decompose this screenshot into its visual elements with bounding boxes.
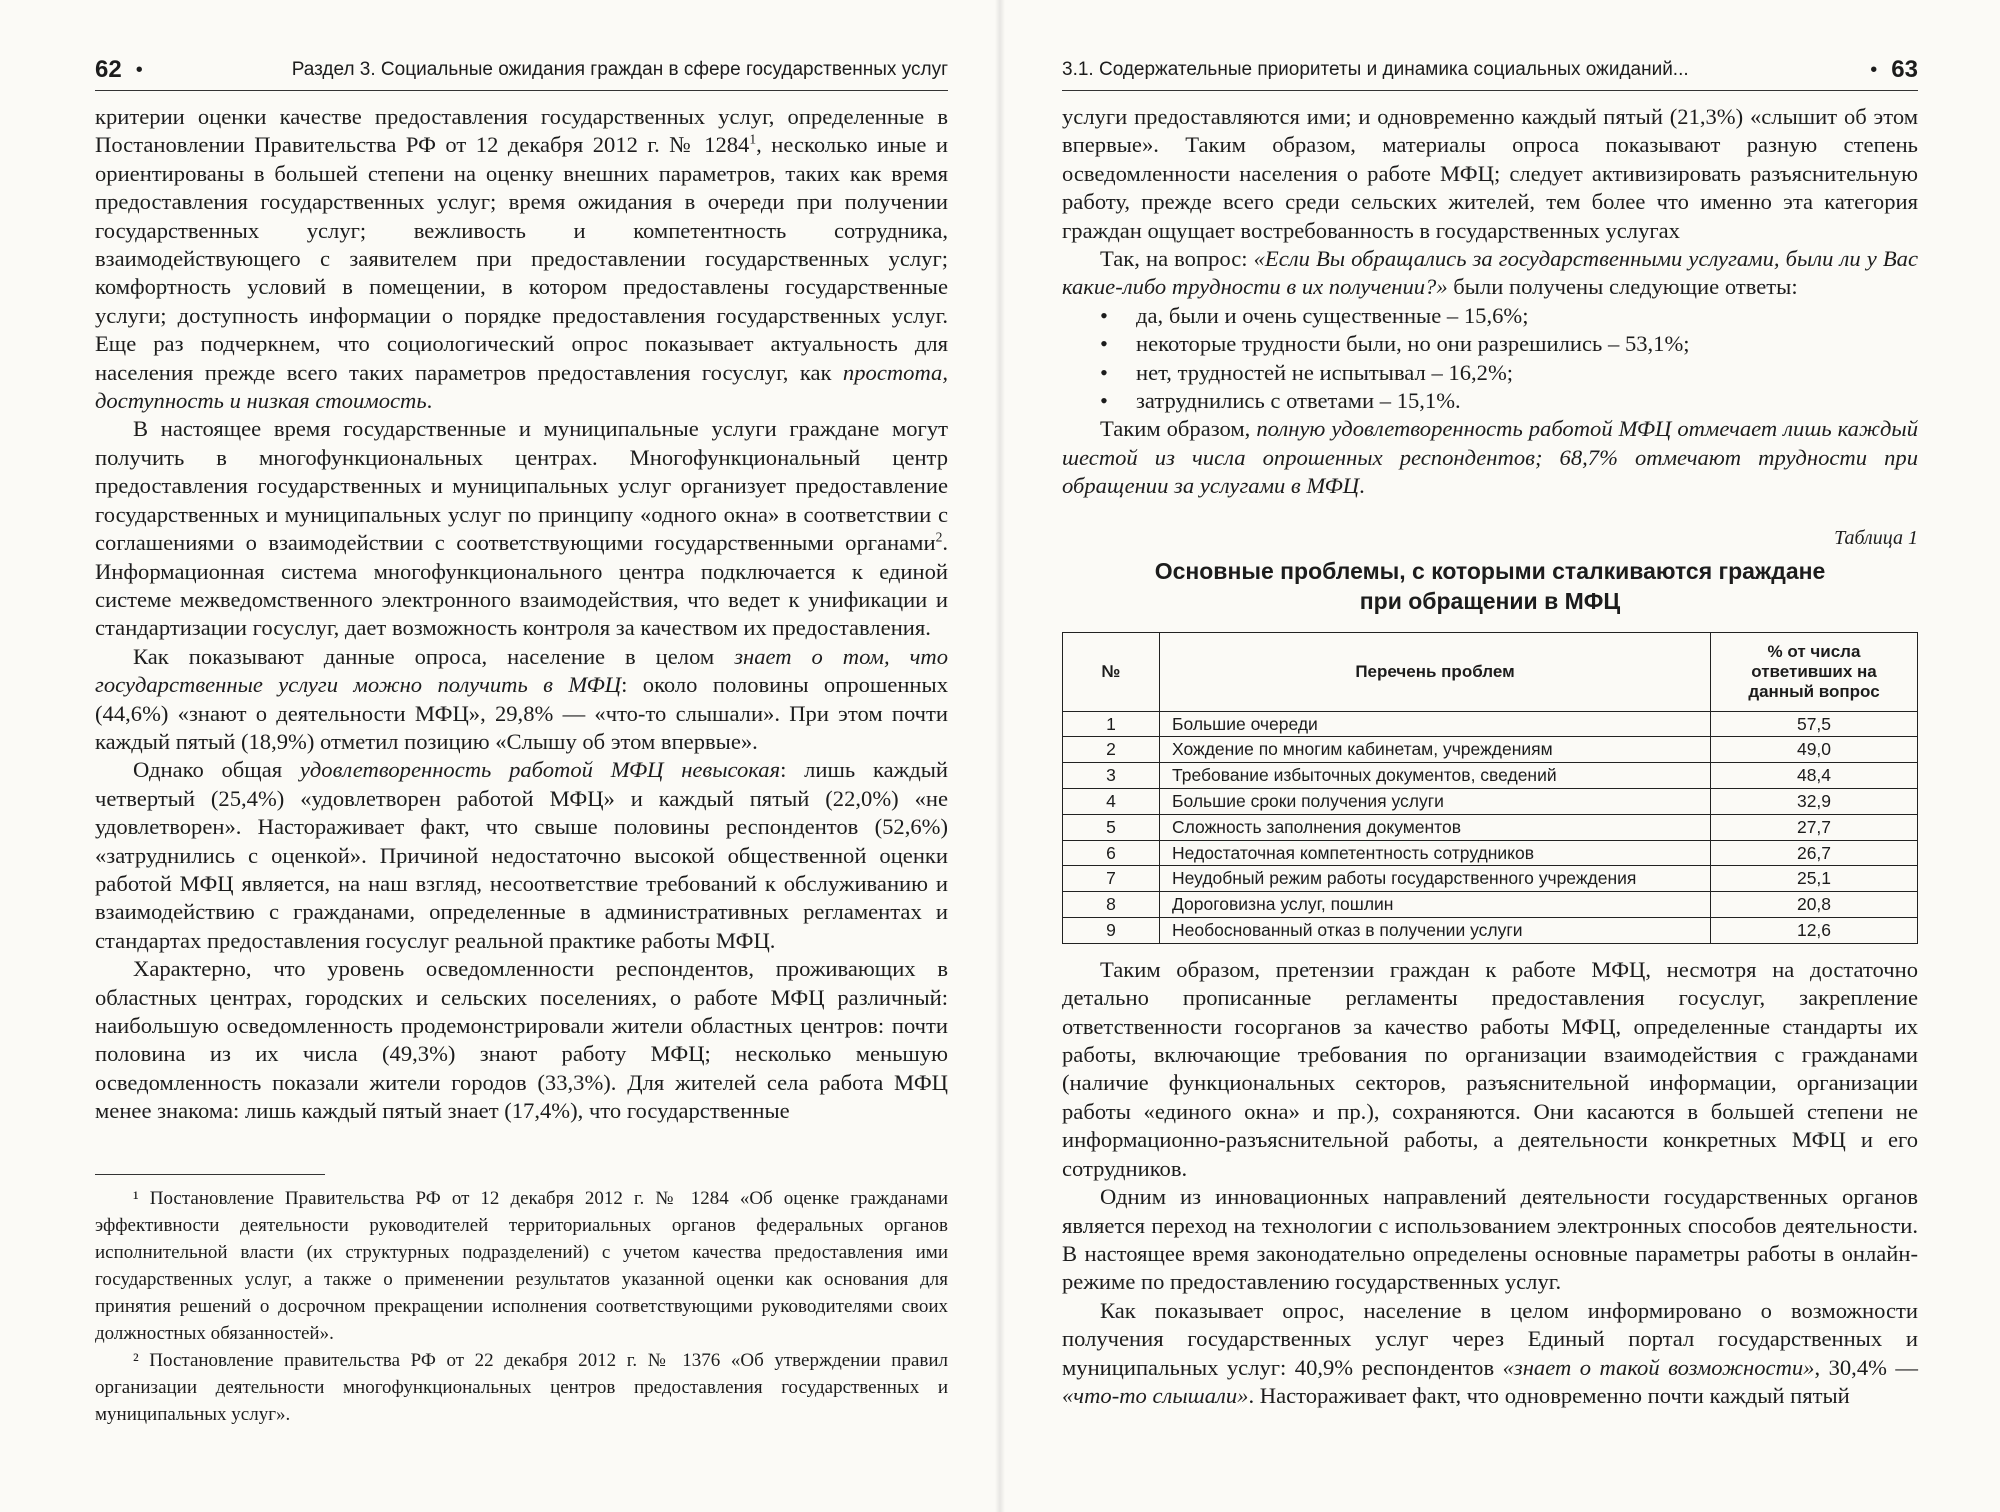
paragraph [95,955,948,1125]
paragraph [1062,1297,1918,1411]
footnote-ref: 2 [935,529,943,545]
table-row [1063,711,1918,737]
text-run: «что-то слышали» [1062,1382,1249,1408]
table-cell-name: Большие сроки получения услуги [1160,789,1711,815]
running-head-left [95,56,948,91]
footnote-1: ¹ Постановление Правительства РФ от 12 декабря 2012 г. № 1284 «Об оценке гражданами эффективности деятельности руководителей территориальных органов федеральных органов исполнительной власти (их структурных подразделений) с учетом качества предоставления ими государственных услуг, а также о применении результатов указанной оценки как основания для принятия решений о досрочном прекращении исполнения соответствующими руководителями своих должностных обязанностей». [95,1187,948,1344]
page-number-right: 63 [1891,56,1918,83]
footnote-ref: 1 [749,131,757,147]
text-run: «знает о такой возможности» [1502,1354,1815,1380]
text-run: , 30,4% — [1814,1354,1918,1380]
table-caption: Таблица 1 [1834,526,1918,549]
table-header-row [1063,632,1918,711]
footnote-rule [95,1174,325,1175]
table-title [1062,556,1918,616]
table-cell-value: 12,6 [1711,918,1918,944]
paragraph [95,756,948,955]
table-row [1063,918,1918,944]
table-row [1063,737,1918,763]
text-run: : лишь каждый четвертый (25,4%) «удовлетворен работой МФЦ» и каждый пятый (22,0%) «не удовлетворен». Настораживает факт, что свыше половины респондентов (52,6%) «затруднились с оценкой». Причиной недостаточно высокой общественной оценки работой МФЦ является, на наш взгляд, несоответствие требований к обслуживанию и взаимодействию с гражданами, определенные в административных регламентах и стандартах предоставления госуслуг реальной практике работы МФЦ. [95,757,949,953]
text-run: удовлетворенность работой МФЦ невысокая [299,757,781,783]
text-run: простота, доступность и низкая стоимость [95,359,948,414]
table-row [1063,814,1918,840]
table-title-line-2: при обращении в МФЦ [1359,587,1621,614]
list-item: • затруднились с ответами – 15,1%. [1100,387,1918,415]
table-cell-num: 7 [1063,866,1160,892]
text-run: , несколько иные и ориентированы в большей степени на оценку внешних параметров, таких как время предоставления государственных услуг; время ожидания в очереди при получении государственных услуг; вежливость и компетентность сотрудника, взаимодействующего с заявителем при предоставлении государственных услуг; комфортность условий в помещении, в котором предоставлены государственные услуги; доступность информации о порядке предоставления государственных услуг. Еще раз подчеркнем, что социологический опрос показывает актуальность для населения прежде всего таких параметров предоставления госуслуг, как [95,132,948,385]
text-run: критерии оценки качестве предоставления государственных услуг, определенные в Постановлении Правительства РФ от 12 декабря 2012 г. № 1284 [95,104,948,158]
table-row [1063,840,1918,866]
table-cell-name: Требование избыточных документов, сведений [1160,763,1711,789]
text-run: Как показывает опрос, население в целом информировано о возможности получения государственных услуг через Единый портал государственных и муниципальных услуг: 40,9% респондентов [1062,1297,1918,1380]
list-item: • нет, трудностей не испытывал – 16,2%; [1100,359,1918,387]
table-cell-name: Большие очереди [1160,711,1711,737]
table-cell-value: 27,7 [1711,814,1918,840]
text-run: «Если Вы обращались за государственными услугами, были ли у Вас какие-либо трудности в их получении?» [1062,246,1918,300]
table-cell-name: Дороговизна услуг, пошлин [1160,892,1711,918]
page-number-left: 62 [95,56,122,83]
text-run: . Информационная система многофункционального центра подключается к единой системе межведомственного электронного взаимодействия, что ведет к унификации и стандартизации госуслуг, дает возможность контроля за качеством их предоставления. [95,530,948,641]
footnotes [95,1185,948,1428]
table-title-line-1: Основные проблемы, с которыми сталкиваются граждане [1154,557,1826,584]
text-run: были получены следующие ответы: [1447,274,1798,300]
paragraph [1062,956,1918,1183]
running-head-right [1062,56,1918,91]
right-body-text-summary [1062,415,1918,500]
text-run: Одним из инновационных направлений деятельности государственных органов является переход на технологии с использованием электронных способов деятельности. В настоящее время законодательно определены основные параметры работы в онлайн-режиме по предоставлению государственных услуг. [1062,1184,1918,1295]
table-cell-name: Хождение по многим кабинетам, учреждениям [1160,737,1711,763]
answers-list [1062,302,1918,416]
table-cell-value: 32,9 [1711,789,1918,815]
header-pct: % от числа ответивших на данный вопрос [1711,632,1918,711]
table-cell-num: 4 [1063,789,1160,815]
text-run: Как показывают данные опроса, население в целом [133,643,735,669]
header-name: Перечень проблем [1160,632,1711,711]
text-run: Однако общая [133,757,300,783]
table-cell-value: 20,8 [1711,892,1918,918]
table-cell-value: 26,7 [1711,840,1918,866]
paragraph [1062,103,1918,245]
text-run: знает о том, что государственные услуги можно получить в МФЦ [95,643,948,698]
text-run: Характерно, что уровень осведомленности респондентов, проживающих в областных центрах, городских и сельских поселениях, о работе МФЦ различный: наибольшую осведомленность продемонстрировали жители областных центров: почти половина из их числа (49,3%) знают работу МФЦ; несколько меньшую осведомленность показали жители городов (33,3%). Для жителей села работа МФЦ менее знакома: лишь каждый пятый знает (17,4%), что государственные [95,956,948,1124]
paragraph [1062,245,1918,302]
table-cell-num: 2 [1063,737,1160,763]
table-row [1063,763,1918,789]
table-row [1063,789,1918,815]
table-cell-num: 5 [1063,814,1160,840]
list-item: • да, были и очень существенные – 15,6%; [1100,302,1918,330]
text-run: Так, на вопрос: [1100,246,1254,272]
text-run: Таким образом, претензии граждан к работе МФЦ, несмотря на достаточно детально прописанные регламенты предоставления госуслуг, закрепление ответственности госорганов за качество работы МФЦ, определенные стандарты их работы, включающие требования по организации взаимодействия с гражданами (наличие функциональных секторов, разъяснительной информации, организации работы «единого окна» и пр.), сохраняются. Они касаются в большей степени не информационно-разъяснительной работы, а деятельности конкретных МФЦ и его сотрудников. [1062,956,1918,1181]
table-cell-value: 25,1 [1711,866,1918,892]
right-body-text-bottom [1062,956,1918,1411]
list-item: • некоторые трудности были, но они разрешились – 53,1%; [1100,330,1918,358]
text-run: . [426,388,433,414]
table-cell-num: 3 [1063,763,1160,789]
paragraph [95,415,948,642]
right-body-text-top [1062,103,1918,302]
table-cell-num: 9 [1063,918,1160,944]
table-cell-name: Недостаточная компетентность сотрудников [1160,840,1711,866]
table-cell-name: Неудобный режим работы государственного учреждения [1160,866,1711,892]
text-run: полную удовлетворенность работой МФЦ отмечает лишь каждый шестой из числа опрошенных респондентов; 68,7% отмечают трудности при обращении за услугами в МФЦ [1062,416,1918,499]
table-body [1063,711,1918,943]
left-body-text [95,103,948,1126]
text-run: В настоящее время государственные и муниципальные услуги граждане могут получить в многофункциональных центрах. Многофункциональный центр предоставления государственных и муниципальных услуг организует предоставление государственных и муниципальных услуг по принципу «одного окна» в соответствии с соглашениями о взаимодействии с соответствующими государственными органами [95,416,948,556]
table-cell-value: 48,4 [1711,763,1918,789]
running-head-title-left: Раздел 3. Социальные ожидания граждан в сфере государственных услуг [291,59,948,80]
paragraph [1062,1183,1918,1297]
text-run: : около половины опрошенных (44,6%) «знают о деятельности МФЦ», 29,8% — «что-то слышали». При этом почти каждый пятый (18,9%) отметил позицию «Слышу об этом впервые». [95,672,949,754]
problems-table [1062,632,1918,944]
head-separator-dot: • [135,58,143,81]
right-page [1000,0,2000,1512]
head-separator-dot: • [1870,58,1878,81]
table-cell-num: 6 [1063,840,1160,866]
table-cell-value: 57,5 [1711,711,1918,737]
table-row [1063,866,1918,892]
header-num: № [1063,632,1160,711]
running-head-title-right: 3.1. Содержательные приоритеты и динамика социальных ожиданий... [1062,59,1689,80]
footnote-2: ² Постановление правительства РФ от 22 декабря 2012 г. № 1376 «Об утверждении правил организации деятельности многофункциональных центров предоставления государственных и муниципальных услуг». [95,1349,948,1425]
table-cell-num: 8 [1063,892,1160,918]
table-cell-num: 1 [1063,711,1160,737]
text-run: . [1359,473,1365,499]
paragraph [95,643,948,757]
table-cell-name: Сложность заполнения документов [1160,814,1711,840]
paragraph [95,103,948,415]
table-cell-value: 49,0 [1711,737,1918,763]
text-run: . Настораживает факт, что одновременно почти каждый пятый [1248,1382,1850,1408]
text-run: услуги предоставляются ими; и одновременно каждый пятый (21,3%) «слышит об этом впервые». Таким образом, материалы опроса показывают разную степень осведомленности населения о работе МФЦ; следует активизировать разъяснительную работу, прежде всего среди сельских жителей, тем более что именно эта категория граждан ощущает востребованность в государственных услугах [1062,104,1918,243]
text-run: Таким образом, [1100,416,1257,442]
table-row [1063,892,1918,918]
table-cell-name: Необоснованный отказ в получении услуги [1160,918,1711,944]
paragraph [1062,415,1918,500]
